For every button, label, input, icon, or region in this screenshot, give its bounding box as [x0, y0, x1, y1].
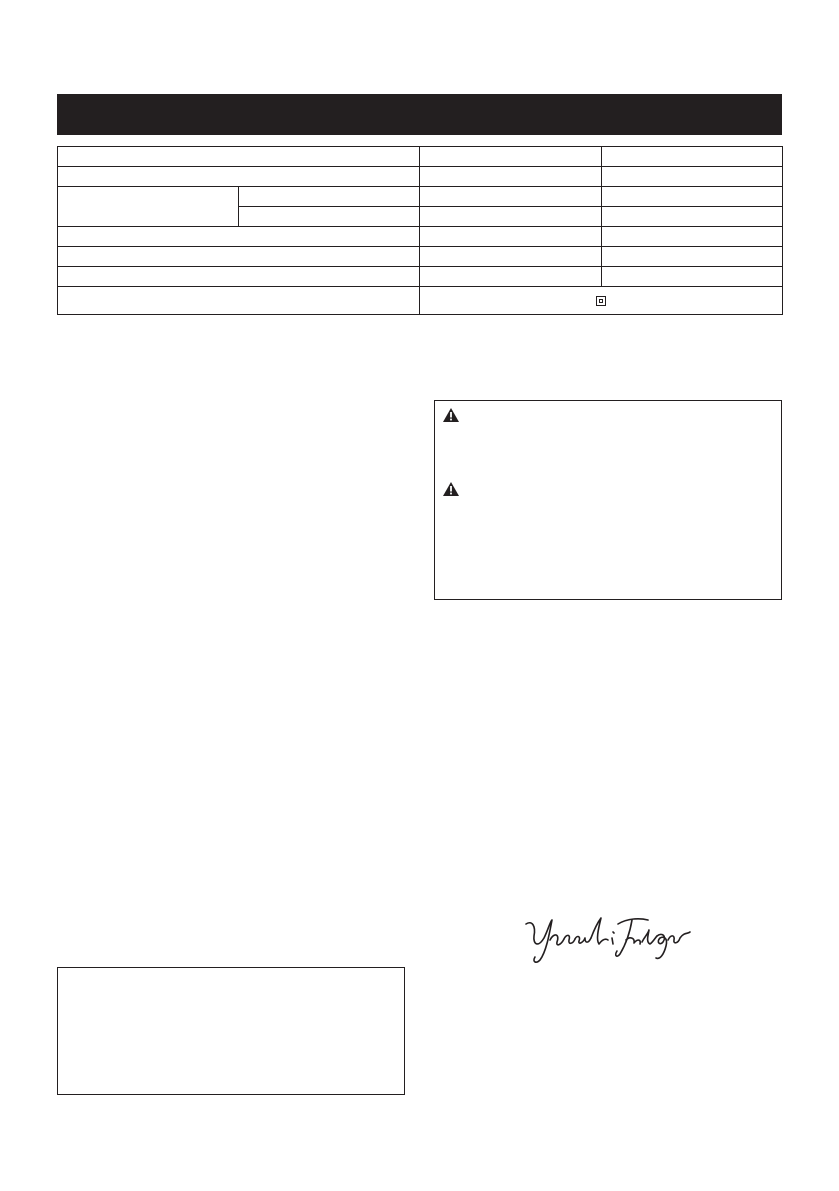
warning-box	[434, 400, 782, 600]
spec-value	[420, 187, 602, 207]
spec-value	[420, 247, 602, 267]
spec-label	[58, 147, 420, 167]
spec-sub-label	[239, 187, 420, 207]
spec-value	[420, 267, 602, 287]
spec-value	[602, 147, 783, 167]
specifications-table	[57, 146, 783, 315]
table-row	[58, 267, 783, 287]
spec-sub-label	[239, 207, 420, 227]
spec-value	[420, 167, 602, 187]
spec-label	[58, 167, 420, 187]
warning-triangle-icon	[442, 481, 460, 497]
note-box	[57, 967, 405, 1095]
spec-value	[420, 227, 602, 247]
class-ii-double-square-icon	[596, 296, 606, 306]
section-title-bar	[57, 94, 782, 135]
spec-label	[58, 267, 420, 287]
spec-label	[58, 247, 420, 267]
spec-value	[602, 187, 783, 207]
spec-label	[58, 287, 420, 315]
table-row	[58, 187, 783, 207]
table-row	[58, 147, 783, 167]
spec-value	[420, 147, 602, 167]
handwritten-signature	[522, 910, 692, 970]
table-row	[58, 167, 783, 187]
spec-value	[602, 267, 783, 287]
table-row	[58, 287, 783, 315]
spec-value	[602, 247, 783, 267]
warning-triangle-icon	[442, 407, 460, 423]
table-row	[58, 247, 783, 267]
table-row	[58, 227, 783, 247]
spec-group-label	[58, 187, 239, 227]
spec-label	[58, 227, 420, 247]
spec-value	[602, 207, 783, 227]
spec-value	[602, 227, 783, 247]
spec-value	[602, 167, 783, 187]
spec-value	[420, 207, 602, 227]
spec-value-merged	[420, 287, 783, 315]
